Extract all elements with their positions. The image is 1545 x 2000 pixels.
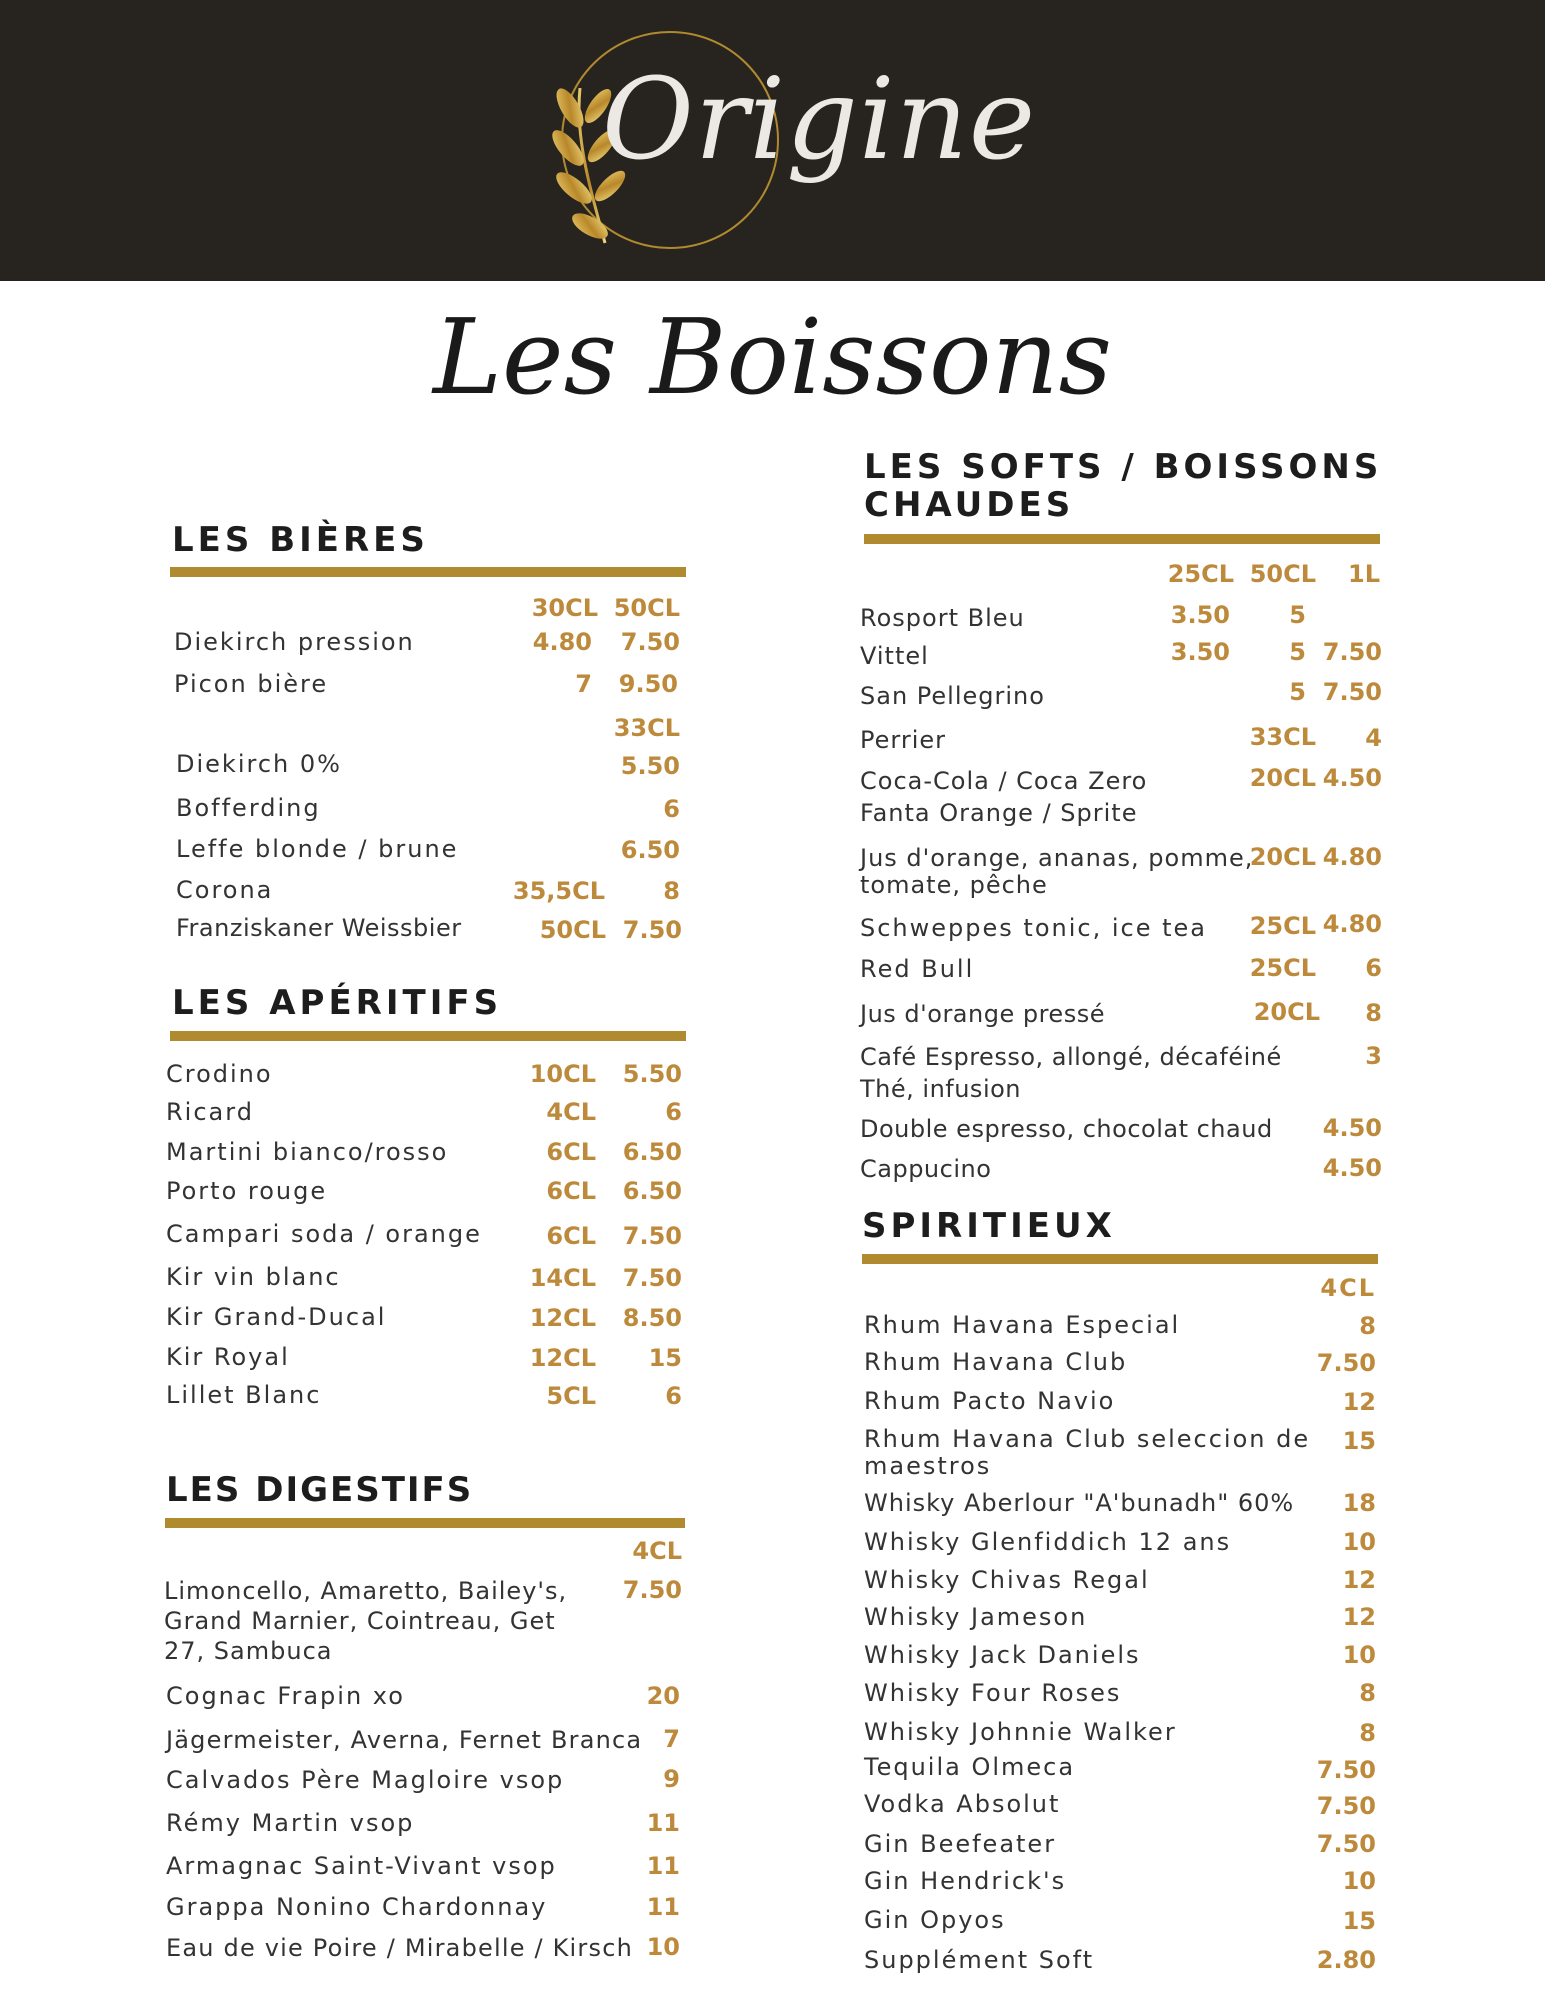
size-label: 4CL	[546, 1098, 596, 1126]
drink-name: Armagnac Saint-Vivant vsop	[166, 1852, 557, 1880]
drink-name: Whisky Four Roses	[864, 1679, 1122, 1707]
price: 4.80	[1322, 843, 1382, 871]
drink-name: Jus d'orange pressé	[860, 1000, 1105, 1028]
price: 4.80	[1322, 910, 1382, 938]
size-header: 4CL	[1320, 1274, 1376, 1302]
price: 12	[1342, 1566, 1376, 1594]
size-label: 25CL	[1249, 912, 1316, 940]
price: 6.50	[622, 1138, 682, 1166]
price: 7.50	[622, 1264, 682, 1292]
size-header: 33CL	[613, 714, 680, 742]
price: 6	[665, 1098, 682, 1126]
drink-name: Porto rouge	[166, 1177, 328, 1205]
price: 7.50	[622, 916, 682, 944]
section-title-bieres: LES BIÈRES	[172, 520, 429, 560]
price: 7.50	[1322, 638, 1382, 666]
section-title-softs-line2: CHAUDES	[864, 485, 1075, 525]
size-label: 20CL	[1253, 998, 1320, 1026]
drink-name: Whisky Aberlour "A'bunadh" 60%	[864, 1489, 1295, 1517]
section-divider	[864, 534, 1380, 544]
section-title-digestifs: LES DIGESTIFS	[166, 1470, 474, 1510]
drink-name: Corona	[176, 876, 274, 904]
drink-name: Calvados Père Magloire vsop	[166, 1766, 565, 1794]
section-title-aperitifs: LES APÉRITIFS	[172, 983, 503, 1023]
price: 18	[1342, 1489, 1376, 1517]
price: 11	[646, 1809, 680, 1837]
drink-name: tomate, pêche	[860, 871, 1048, 899]
price: 6	[663, 795, 680, 823]
section-title-spiritueux: SPIRITIEUX	[862, 1206, 1116, 1246]
drink-name: Kir Grand-Ducal	[166, 1303, 387, 1331]
price: 15	[648, 1344, 682, 1372]
size-label: 20CL	[1249, 764, 1316, 792]
drink-name: Vittel	[860, 642, 929, 670]
price: 11	[646, 1852, 680, 1880]
price: 7.50	[622, 1576, 682, 1604]
drink-name: Perrier	[860, 726, 946, 754]
drink-name: Café Espresso, allongé, décaféiné	[860, 1043, 1282, 1071]
price: 6.50	[620, 836, 680, 864]
size-header: 25CL	[1167, 560, 1234, 588]
drink-name: Gin Beefeater	[864, 1830, 1057, 1858]
price: 15	[1342, 1427, 1376, 1455]
price: 8	[1359, 1312, 1376, 1340]
drink-name: Whisky Glenfiddich 12 ans	[864, 1528, 1232, 1556]
drink-name: Rhum Havana Especial	[864, 1311, 1181, 1339]
size-header: 4CL	[632, 1537, 682, 1565]
size-label: 6CL	[546, 1222, 596, 1250]
price: 10	[646, 1933, 680, 1961]
drink-name: Martini bianco/rosso	[166, 1138, 449, 1166]
size-header: 30CL	[531, 594, 598, 622]
section-divider	[862, 1254, 1378, 1264]
drink-name: Kir Royal	[166, 1343, 290, 1371]
drink-name: Gin Opyos	[864, 1906, 1006, 1934]
price: 12	[1342, 1388, 1376, 1416]
drink-name: Cognac Frapin xo	[166, 1682, 405, 1710]
price: 7	[575, 670, 592, 698]
price: 10	[1342, 1867, 1376, 1895]
logo	[510, 28, 1037, 258]
price: 8	[1359, 1719, 1376, 1747]
size-header: 50CL	[1249, 560, 1316, 588]
drink-name: Crodino	[166, 1060, 273, 1088]
drink-name: Whisky Jameson	[864, 1603, 1088, 1631]
price: 5	[1289, 601, 1306, 629]
size-header: 1L	[1348, 560, 1380, 588]
section-divider	[165, 1518, 685, 1528]
drink-name: Schweppes tonic, ice tea	[860, 914, 1207, 942]
drink-name: Coca-Cola / Coca Zero	[860, 767, 1148, 795]
drink-name: Campari soda / orange	[166, 1220, 482, 1248]
price: 11	[646, 1893, 680, 1921]
drink-name: Jus d'orange, ananas, pomme,	[860, 844, 1254, 872]
drink-name: Red Bull	[860, 955, 975, 983]
drink-name: Picon bière	[174, 670, 329, 698]
price: 3.50	[1170, 638, 1230, 666]
price: 8	[1359, 1679, 1376, 1707]
price: 5.50	[620, 752, 680, 780]
drink-name: Gin Hendrick's	[864, 1867, 1067, 1895]
drink-name: maestros	[864, 1452, 992, 1480]
drink-name: Whisky Jack Daniels	[864, 1641, 1141, 1669]
price: 7.50	[1316, 1756, 1376, 1784]
drink-name: Tequila Olmeca	[864, 1753, 1076, 1781]
drink-name: Bofferding	[176, 794, 321, 822]
drink-name: Eau de vie Poire / Mirabelle / Kirsch	[166, 1934, 634, 1962]
price: 7.50	[620, 628, 680, 656]
price: 7.50	[1316, 1830, 1376, 1858]
price: 6	[665, 1382, 682, 1410]
price: 4.50	[1322, 1114, 1382, 1142]
drink-name: Diekirch pression	[174, 628, 415, 656]
price: 4	[1365, 724, 1382, 752]
brand-name: Origine	[602, 55, 1037, 185]
drink-name: Leffe blonde / brune	[176, 835, 459, 863]
section-title-softs: LES SOFTS / BOISSONS	[864, 447, 1383, 487]
size-header: 50CL	[613, 594, 680, 622]
price: 7	[663, 1725, 680, 1753]
drink-name: Cappucino	[860, 1155, 992, 1183]
price: 3.50	[1170, 601, 1230, 629]
drink-name: Jägermeister, Averna, Fernet Branca	[166, 1726, 643, 1754]
drink-name: Double espresso, chocolat chaud	[860, 1115, 1273, 1143]
drink-name: Rhum Havana Club	[864, 1348, 1128, 1376]
drink-name: Rosport Bleu	[860, 604, 1025, 632]
drink-name: Whisky Johnnie Walker	[864, 1718, 1177, 1746]
price: 15	[1342, 1907, 1376, 1935]
size-label: 6CL	[546, 1177, 596, 1205]
size-label: 25CL	[1249, 954, 1316, 982]
size-label: 12CL	[529, 1344, 596, 1372]
drink-name: Whisky Chivas Regal	[864, 1566, 1150, 1594]
price: 8	[1365, 999, 1382, 1027]
drink-name: Grappa Nonino Chardonnay	[166, 1893, 548, 1921]
drink-name: Thé, infusion	[860, 1075, 1021, 1103]
price: 5	[1289, 678, 1306, 706]
size-label: 5CL	[546, 1382, 596, 1410]
drink-name: Vodka Absolut	[864, 1790, 1061, 1818]
price: 2.80	[1316, 1946, 1376, 1974]
price: 12	[1342, 1603, 1376, 1631]
drink-name: Kir vin blanc	[166, 1263, 341, 1291]
drink-name: Rémy Martin vsop	[166, 1809, 415, 1837]
price: 8	[663, 877, 680, 905]
drink-name: San Pellegrino	[860, 682, 1045, 710]
header-banner	[0, 0, 1545, 281]
section-divider	[170, 567, 686, 577]
size-label: 10CL	[529, 1060, 596, 1088]
price: 4.50	[1322, 764, 1382, 792]
section-divider	[170, 1031, 686, 1041]
price: 6.50	[622, 1177, 682, 1205]
price: 5.50	[622, 1060, 682, 1088]
price: 5	[1289, 638, 1306, 666]
price: 7.50	[1316, 1349, 1376, 1377]
price: 9	[663, 1765, 680, 1793]
price: 4.50	[1322, 1154, 1382, 1182]
drink-name: Diekirch 0%	[176, 750, 342, 778]
size-label: 50CL	[539, 916, 606, 944]
drink-name: Rhum Pacto Navio	[864, 1387, 1116, 1415]
price: 6	[1365, 954, 1382, 982]
size-label: 33CL	[1249, 723, 1316, 751]
price: 7.50	[1322, 678, 1382, 706]
drink-name: Fanta Orange / Sprite	[860, 799, 1138, 827]
page-title: Les Boissons	[432, 296, 1113, 418]
price: 10	[1342, 1528, 1376, 1556]
drink-name: Ricard	[166, 1098, 254, 1126]
size-label: 12CL	[529, 1304, 596, 1332]
size-label: 35,5CL	[512, 877, 605, 905]
price: 4.80	[532, 628, 592, 656]
price: 20	[646, 1682, 680, 1710]
drink-name: Rhum Havana Club seleccion de	[864, 1425, 1311, 1453]
drink-name: Limoncello, Amaretto, Bailey's, Grand Marnier, Cointreau, Get 27, Sambuca	[164, 1577, 568, 1665]
price: 7.50	[1316, 1792, 1376, 1820]
price: 10	[1342, 1641, 1376, 1669]
price: 7.50	[622, 1222, 682, 1250]
price: 8.50	[622, 1304, 682, 1332]
drink-name: Supplément Soft	[864, 1946, 1095, 1974]
drink-name: Lillet Blanc	[166, 1381, 322, 1409]
size-label: 20CL	[1249, 843, 1316, 871]
price: 3	[1365, 1042, 1382, 1070]
size-label: 6CL	[546, 1138, 596, 1166]
drink-name: Franziskaner Weissbier	[176, 914, 462, 942]
price: 9.50	[618, 670, 678, 698]
size-label: 14CL	[529, 1264, 596, 1292]
